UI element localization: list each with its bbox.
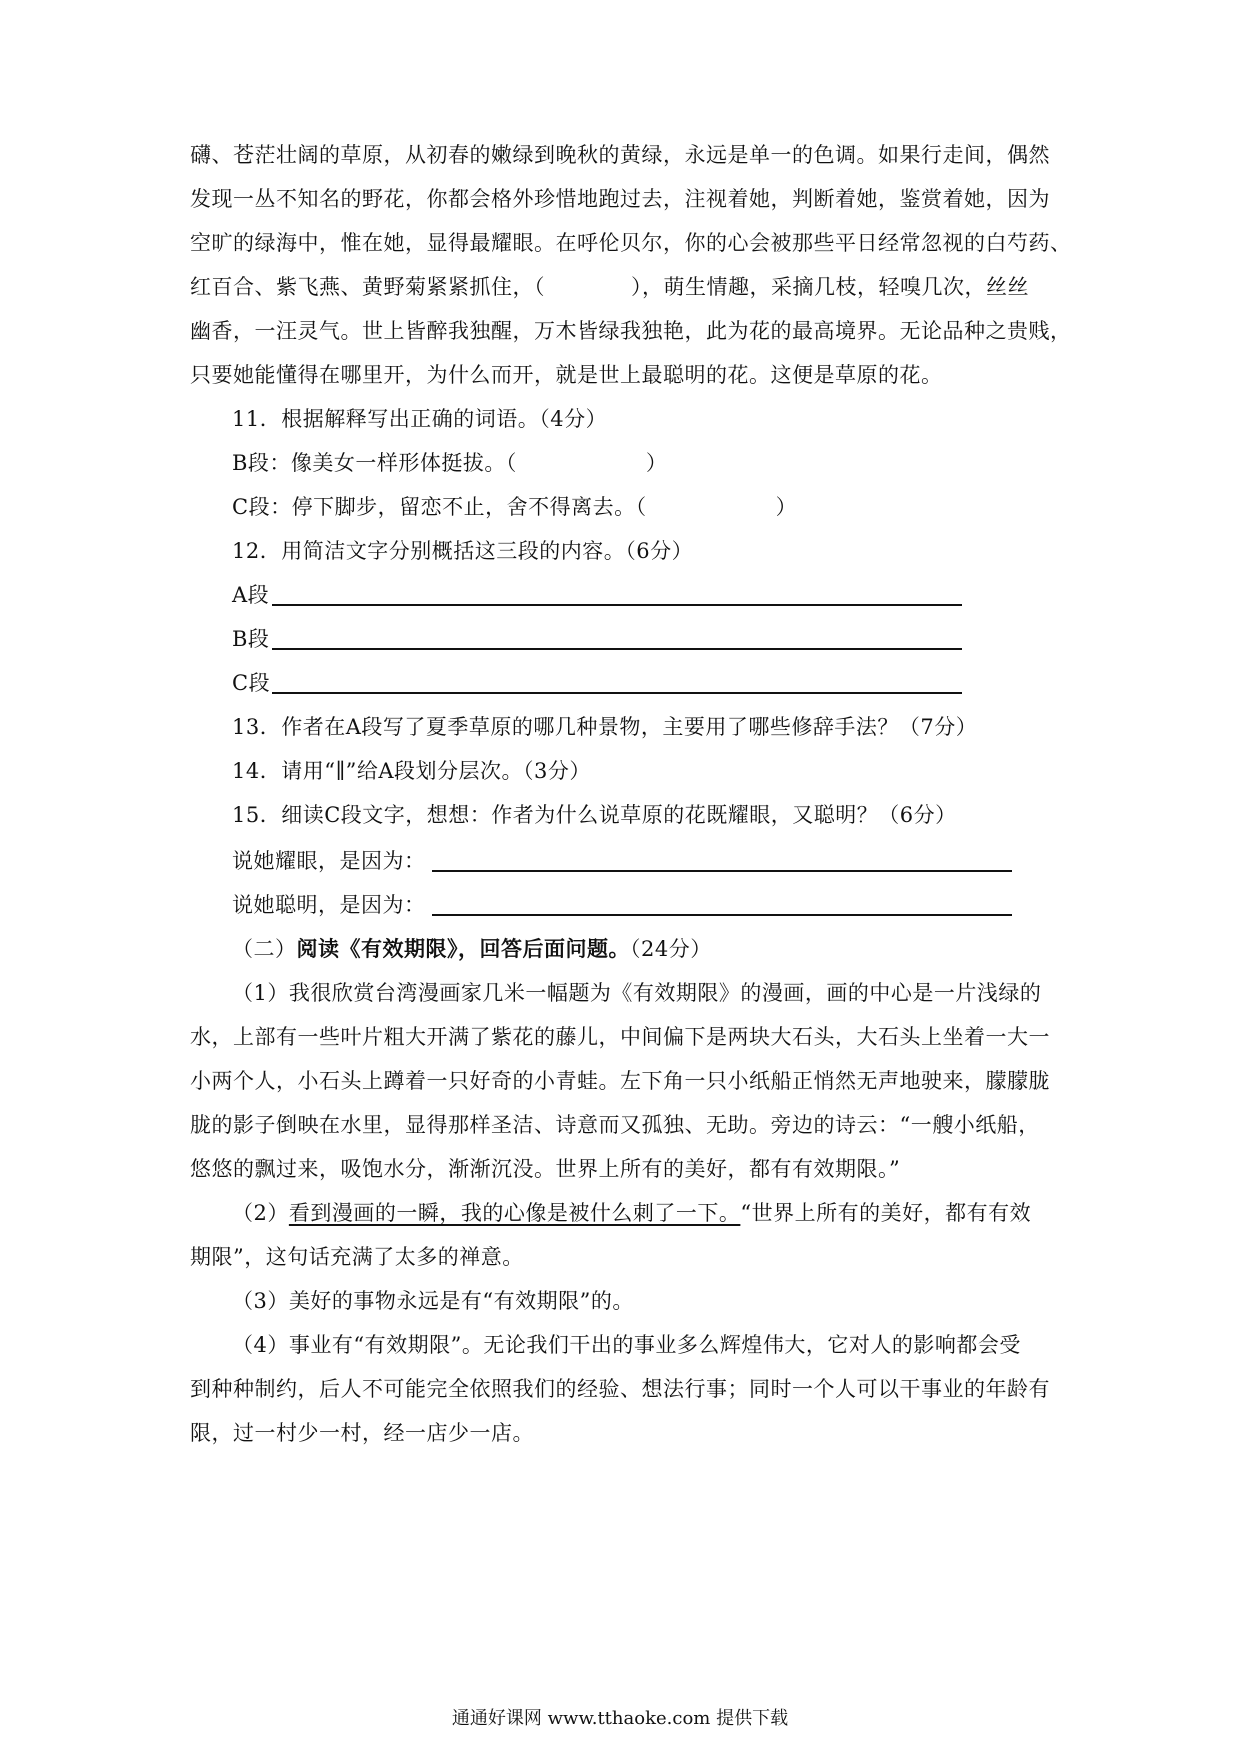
paragraph-2-line	[232, 1198, 1112, 1228]
question-11-b: B段：像美女一样形体挺拔。（ ）	[232, 451, 668, 475]
passage-line: 红百合、紫飞燕、黄野菊紧紧抓住，（ ），萌生情趣，采摘几枝，轻嗅几次，丝丝	[190, 275, 1029, 299]
section-title: 阅读《有效期限》，回答后面问题。	[296, 936, 630, 961]
page-footer: 通通好课网 www.tthaoke.com 提供下载	[451, 1708, 789, 1729]
answer-blank-clever[interactable]	[432, 914, 1012, 916]
passage-line: 幽香，一汪灵气。世上皆醉我独醒，万木皆绿我独艳，此为花的最高境界。无论品种之贵贱，	[190, 319, 1072, 343]
section-heading	[232, 934, 1112, 964]
paragraph-1-line: （1）我很欣赏台湾漫画家几米一幅题为《有效期限》的漫画，画的中心是一片浅绿的	[232, 981, 1042, 1005]
paragraph-4-line: 限，过一村少一村，经一店少一店。	[190, 1421, 534, 1445]
question-11-c: C段：停下脚步，留恋不止，舍不得离去。（ ）	[232, 495, 798, 519]
paragraph-2-line: 期限”，这句话充满了太多的禅意。	[190, 1245, 524, 1269]
answer-label-clever: 说她聪明，是因为：	[232, 893, 426, 917]
answer-blank-dazzling[interactable]	[432, 870, 1012, 872]
passage-line: 发现一丛不知名的野花，你都会格外珍惜地跑过去，注视着她，判断着她，鉴赏着她，因为	[190, 187, 1050, 211]
underlined-sentence: 看到漫画的一瞬，我的心像是被什么刺了一下。	[288, 1201, 741, 1225]
section-number: （二）	[232, 937, 297, 961]
paragraph-4-line: （4）事业有“有效期限”。无论我们干出的事业多么辉煌伟大，它对人的影响都会受	[232, 1333, 1021, 1357]
paragraph-1-line: 水，上部有一些叶片粗大开满了紫花的藤儿，中间偏下是两块大石头，大石头上坐着一大一	[190, 1025, 1050, 1049]
answer-label-c: C段	[232, 671, 271, 695]
question-15: 15．细读C段文字，想想：作者为什么说草原的花既耀眼，又聪明？（6分）	[232, 803, 957, 827]
paragraph-2-rest: “世界上所有的美好，都有有效	[740, 1201, 1032, 1225]
answer-blank-a[interactable]	[272, 604, 962, 606]
paragraph-1-line: 胧的影子倒映在水里，显得那样圣洁、诗意而又孤独、无助。旁边的诗云：“一艘小纸船，	[190, 1113, 1040, 1137]
answer-label-a: A段	[232, 583, 270, 607]
section-score: （24分）	[630, 937, 712, 961]
passage-line: 空旷的绿海中，惟在她，显得最耀眼。在呼伦贝尔，你的心会被那些平日经常忽视的白芍药、	[190, 231, 1072, 255]
question-13: 13．作者在A段写了夏季草原的哪几种景物，主要用了哪些修辞手法？（7分）	[232, 715, 978, 739]
passage-line: 礴、苍茫壮阔的草原，从初春的嫩绿到晚秋的黄绿，永远是单一的色调。如果行走间，偶然	[190, 143, 1050, 167]
answer-blank-b[interactable]	[272, 648, 962, 650]
paragraph-1-line: 小两个人，小石头上蹲着一只好奇的小青蛙。左下角一只小纸船正悄然无声地驶来，朦朦胧	[190, 1069, 1050, 1093]
question-12: 12．用简洁文字分别概括这三段的内容。（6分）	[232, 539, 694, 563]
paragraph-2-number: （2）	[232, 1201, 289, 1225]
answer-label-b: B段	[232, 627, 270, 651]
question-11: 11．根据解释写出正确的词语。（4分）	[232, 407, 608, 431]
paragraph-4-line: 到种种制约，后人不可能完全依照我们的经验、想法行事；同时一个人可以干事业的年龄有	[190, 1377, 1050, 1401]
passage-line: 只要她能懂得在哪里开，为什么而开，就是世上最聪明的花。这便是草原的花。	[190, 363, 943, 387]
answer-blank-c[interactable]	[272, 692, 962, 694]
answer-label-dazzling: 说她耀眼，是因为：	[232, 849, 426, 873]
paragraph-1-line: 悠悠的飘过来，吸饱水分，渐渐沉没。世界上所有的美好，都有有效期限。”	[190, 1157, 901, 1181]
paragraph-3: （3）美好的事物永远是有“有效期限”的。	[232, 1289, 634, 1313]
question-14: 14．请用“∥”给A段划分层次。（3分）	[232, 759, 591, 783]
